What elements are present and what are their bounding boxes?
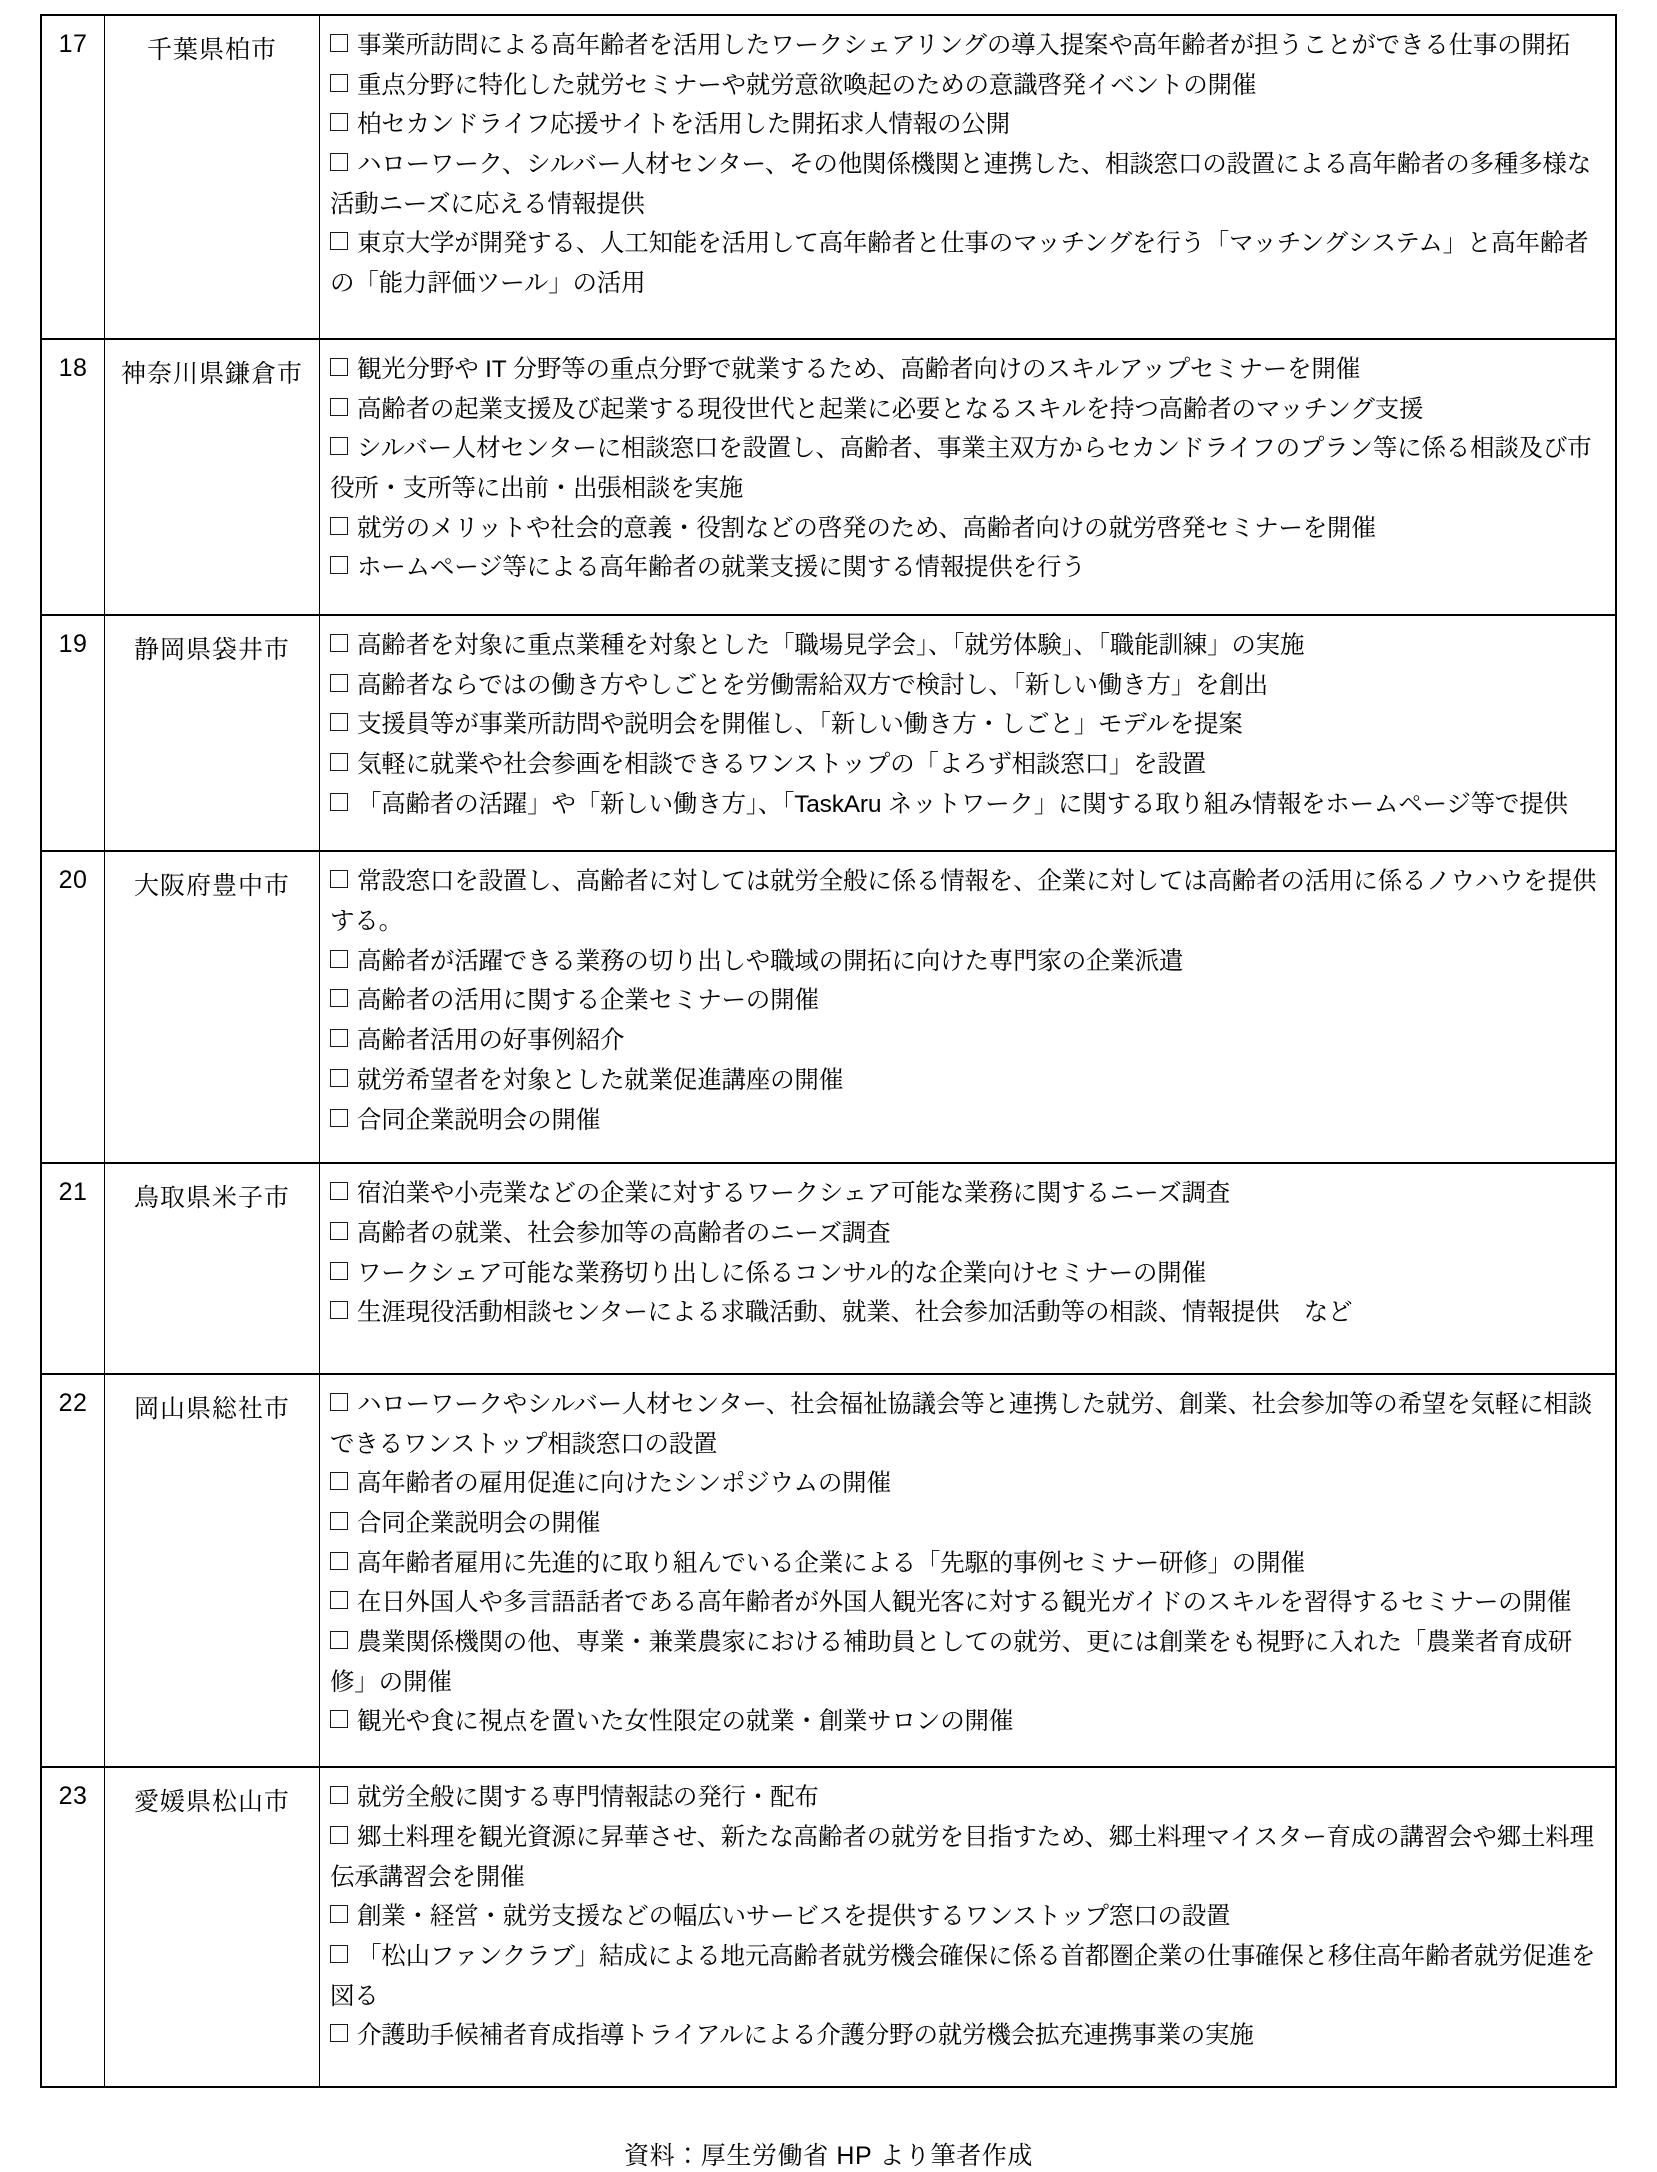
measure-list xyxy=(330,862,1605,1140)
checkbox-icon xyxy=(330,1301,348,1319)
municipality-name: 千葉県柏市 xyxy=(105,15,320,339)
measures-cell xyxy=(320,1767,1617,2087)
list-item xyxy=(330,666,1605,706)
list-item xyxy=(330,1623,1605,1702)
list-item xyxy=(330,942,1605,982)
table-row xyxy=(41,851,1616,1163)
table-row xyxy=(41,1767,1616,2087)
list-item xyxy=(330,626,1605,666)
checkbox-icon xyxy=(330,113,348,131)
checkbox-icon xyxy=(330,1222,348,1240)
checkbox-icon xyxy=(330,1826,348,1844)
measure-text: 高年齢者雇用に先進的に取り組んでいる企業による「先駆的事例セミナー研修」の開催 xyxy=(357,1549,1305,1577)
measure-text: 気軽に就業や社会参画を相談できるワンストップの「よろず相談窓口」を設置 xyxy=(357,751,1207,778)
measure-list xyxy=(330,350,1605,588)
municipal-measures-table xyxy=(40,14,1617,2088)
measure-text: 柏セカンドライフ応援サイトを活用した開拓求人情報の公開 xyxy=(357,111,1010,139)
list-item xyxy=(330,105,1605,145)
list-item xyxy=(330,785,1605,825)
checkbox-icon xyxy=(330,153,348,171)
measure-text: 事業所訪問による高年齢者を活用したワークシェアリングの導入提案や高年齢者が担うことができる仕事の開拓 xyxy=(357,32,1571,59)
checkbox-icon xyxy=(330,989,348,1007)
row-number: 21 xyxy=(41,1163,105,1374)
measure-text: 合同企業説明会の開催 xyxy=(357,1106,600,1134)
checkbox-icon xyxy=(330,713,348,731)
measure-text: 観光分野や IT 分野等の重点分野で就業するため、高齢者向けのスキルアップセミナーを開催 xyxy=(357,355,1360,383)
checkbox-icon xyxy=(330,870,348,888)
measure-text: 「高齢者の活躍」や「新しい働き方」、「TaskAru ネットワーク」に関する取り組み情報をホームページ等で提供 xyxy=(357,790,1568,818)
list-item xyxy=(330,1174,1605,1214)
municipality-name: 愛媛県松山市 xyxy=(105,1767,320,2087)
measure-text: ハローワーク、シルバー人材センター、その他関係機関と連携した、相談窓口の設置による高年齢者の多種多様な活動ニーズに応える情報提供 xyxy=(330,151,1592,218)
list-item xyxy=(330,1464,1605,1504)
checkbox-icon xyxy=(330,1472,348,1490)
list-item xyxy=(330,2016,1605,2056)
row-number: 20 xyxy=(41,851,105,1163)
checkbox-icon xyxy=(330,358,348,376)
list-item xyxy=(330,1818,1605,1897)
measure-text: 農業関係機関の他、専業・兼業農家における補助員としての就労、更には創業をも視野に入れた「農業者育成研修」の開催 xyxy=(330,1629,1572,1696)
checkbox-icon xyxy=(330,1591,348,1609)
measures-cell xyxy=(320,1163,1617,1374)
table-row xyxy=(41,1374,1616,1767)
checkbox-icon xyxy=(330,1552,348,1570)
table-row xyxy=(41,339,1616,615)
checkbox-icon xyxy=(330,1109,348,1127)
row-number: 22 xyxy=(41,1374,105,1767)
measure-text: 高齢者の活用に関する企業セミナーの開催 xyxy=(357,987,819,1015)
list-item xyxy=(330,1544,1605,1584)
checkbox-icon xyxy=(330,1631,348,1649)
municipality-name: 神奈川県鎌倉市 xyxy=(105,339,320,615)
measure-text: 高齢者活用の好事例紹介 xyxy=(357,1027,625,1055)
list-item xyxy=(330,862,1605,941)
measure-text: 就労のメリットや社会的意義・役割などの啓発のため、高齢者向けの就労啓発セミナーを開催 xyxy=(357,514,1376,542)
checkbox-icon xyxy=(330,634,348,652)
checkbox-icon xyxy=(330,1069,348,1087)
list-item xyxy=(330,509,1605,549)
measure-text: ハローワークやシルバー人材センター、社会福祉協議会等と連携した就労、創業、社会参加等の希望を気軽に相談できるワンストップ相談窓口の設置 xyxy=(330,1390,1593,1458)
measure-text: 支援員等が事業所訪問や説明会を開催し、「新しい働き方・しごと」モデルを提案 xyxy=(357,711,1243,739)
measure-text: 高齢者を対象に重点業種を対象とした「職場見学会」、「就労体験」、「職能訓練」の実施 xyxy=(357,631,1305,659)
checkbox-icon xyxy=(330,1710,348,1728)
measure-text: 東京大学が開発する、人工知能を活用して高年齢者と仕事のマッチングを行う「マッチングシステム」と高年齢者の「能力評価ツール」の活用 xyxy=(330,230,1589,298)
measure-text: 「松山ファンクラブ」結成による地元高齢者就労機会確保に係る首都圏企業の仕事確保と移住高年齢者就労促進を図る xyxy=(330,1942,1596,2010)
list-item xyxy=(330,1937,1605,2016)
list-item xyxy=(330,66,1605,106)
checkbox-icon xyxy=(330,556,348,574)
measure-list xyxy=(330,1385,1605,1742)
list-item xyxy=(330,390,1605,430)
measure-text: 介護助手候補者育成指導トライアルによる介護分野の就労機会拡充連携事業の実施 xyxy=(357,2022,1254,2050)
checkbox-icon xyxy=(330,1262,348,1280)
measure-list xyxy=(330,1174,1605,1333)
list-item xyxy=(330,1254,1605,1294)
list-item xyxy=(330,1101,1605,1141)
list-item xyxy=(330,1702,1605,1742)
measure-text: 就労希望者を対象とした就業促進講座の開催 xyxy=(357,1066,843,1094)
checkbox-icon xyxy=(330,398,348,416)
checkbox-icon xyxy=(330,1182,348,1200)
row-number: 17 xyxy=(41,15,105,339)
row-number: 23 xyxy=(41,1767,105,2087)
checkbox-icon xyxy=(330,674,348,692)
checkbox-icon xyxy=(330,437,348,455)
measure-text: 在日外国人や多言語話者である高年齢者が外国人観光客に対する観光ガイドのスキルを習得するセミナーの開催 xyxy=(357,1589,1572,1617)
measure-text: 郷土料理を観光資源に昇華させ、新たな高齢者の就労を目指すため、郷土料理マイスター育成の講習会や郷土料理伝承講習会を開催 xyxy=(330,1823,1594,1891)
measure-text: 創業・経営・就労支援などの幅広いサービスを提供するワンストップ窓口の設置 xyxy=(357,1903,1231,1931)
row-number: 19 xyxy=(41,615,105,851)
list-item xyxy=(330,1778,1605,1818)
list-item xyxy=(330,1504,1605,1544)
measure-list xyxy=(330,1778,1605,2056)
measure-text: 生涯現役活動相談センターによる求職活動、就業、社会参加活動等の相談、情報提供 など xyxy=(357,1299,1353,1327)
measure-text: 宿泊業や小売業などの企業に対するワークシェア可能な業務に関するニーズ調査 xyxy=(357,1180,1231,1208)
list-item xyxy=(330,1385,1605,1464)
measure-text: 高齢者が活躍できる業務の切り出しや職域の開拓に向けた専門家の企業派遣 xyxy=(357,947,1184,975)
measure-text: 常設窓口を設置し、高齢者に対しては就労全般に係る情報を、企業に対しては高齢者の活用に係るノウハウを提供する。 xyxy=(330,868,1597,936)
list-item xyxy=(330,145,1605,224)
list-item xyxy=(330,224,1605,303)
measure-text: 高齢者ならではの働き方やしごとを労働需給双方で検討し、「新しい働き方」を創出 xyxy=(357,671,1268,699)
list-item xyxy=(330,981,1605,1021)
measure-text: ワークシェア可能な業務切り出しに係るコンサル的な企業向けセミナーの開催 xyxy=(357,1259,1206,1287)
checkbox-icon xyxy=(330,74,348,92)
table-row xyxy=(41,1163,1616,1374)
checkbox-icon xyxy=(330,34,348,52)
checkbox-icon xyxy=(330,232,348,250)
checkbox-icon xyxy=(330,1945,348,1963)
checkbox-icon xyxy=(330,517,348,535)
list-item xyxy=(330,1214,1605,1254)
measures-cell xyxy=(320,615,1617,851)
checkbox-icon xyxy=(330,2024,348,2042)
measure-text: 観光や食に視点を置いた女性限定の就業・創業サロンの開催 xyxy=(357,1708,1014,1736)
measure-text: 高年齢者の雇用促進に向けたシンポジウムの開催 xyxy=(357,1470,891,1498)
table-body xyxy=(41,15,1616,2087)
measure-text: ホームページ等による高年齢者の就業支援に関する情報提供を行う xyxy=(357,554,1086,582)
municipality-name: 静岡県袋井市 xyxy=(105,615,320,851)
checkbox-icon xyxy=(330,753,348,771)
checkbox-icon xyxy=(330,1786,348,1804)
measures-cell xyxy=(320,851,1617,1163)
list-item xyxy=(330,705,1605,745)
source-note: 資料：厚生労働省 HP より筆者作成 xyxy=(624,2141,1033,2170)
checkbox-icon xyxy=(330,1029,348,1047)
municipality-name: 岡山県総社市 xyxy=(105,1374,320,1767)
list-item xyxy=(330,548,1605,588)
list-item xyxy=(330,350,1605,390)
list-item xyxy=(330,1021,1605,1061)
measure-text: 高齢者の起業支援及び起業する現役世代と起業に必要となるスキルを持つ高齢者のマッチング支援 xyxy=(357,395,1424,423)
list-item xyxy=(330,1293,1605,1333)
list-item xyxy=(330,1061,1605,1101)
row-number: 18 xyxy=(41,339,105,615)
measure-list xyxy=(330,26,1605,304)
measure-list xyxy=(330,626,1605,824)
municipality-name: 鳥取県米子市 xyxy=(105,1163,320,1374)
checkbox-icon xyxy=(330,950,348,968)
list-item xyxy=(330,1583,1605,1623)
checkbox-icon xyxy=(330,1512,348,1530)
measure-text: シルバー人材センターに相談窓口を設置し、高齢者、事業主双方からセカンドライフのプラン等に係る相談及び市役所・支所等に出前・出張相談を実施 xyxy=(330,435,1592,502)
measures-cell xyxy=(320,15,1617,339)
list-item xyxy=(330,26,1605,66)
list-item xyxy=(330,745,1605,785)
list-item xyxy=(330,429,1605,508)
checkbox-icon xyxy=(330,1905,348,1923)
table-row xyxy=(41,615,1616,851)
measures-cell xyxy=(320,1374,1617,1767)
municipality-name: 大阪府豊中市 xyxy=(105,851,320,1163)
checkbox-icon xyxy=(330,793,348,811)
table-row xyxy=(41,15,1616,339)
list-item xyxy=(330,1897,1605,1937)
measure-text: 就労全般に関する専門情報誌の発行・配布 xyxy=(357,1784,819,1812)
measure-text: 高齢者の就業、社会参加等の高齢者のニーズ調査 xyxy=(357,1219,891,1247)
measure-text: 合同企業説明会の開催 xyxy=(357,1510,600,1537)
measures-cell xyxy=(320,339,1617,615)
measure-text: 重点分野に特化した就労セミナーや就労意欲喚起のための意識啓発イベントの開催 xyxy=(357,71,1257,99)
checkbox-icon xyxy=(330,1393,348,1411)
